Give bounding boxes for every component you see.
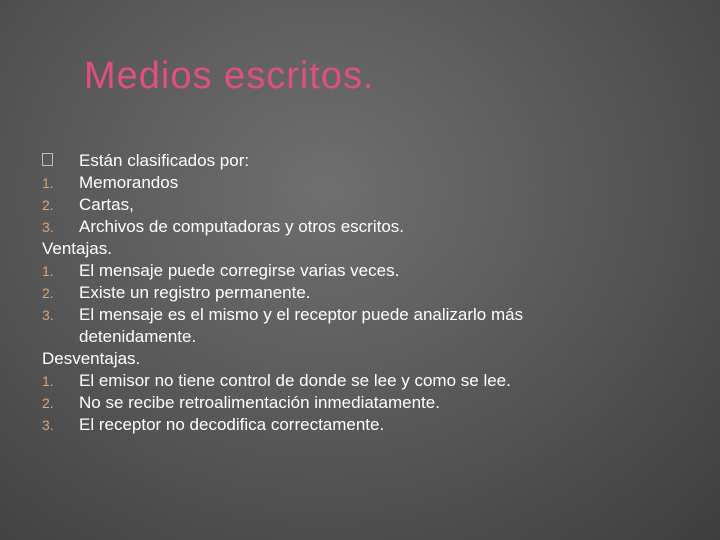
list-text-continuation: detenidamente. [79, 327, 197, 346]
slide-title: Medios escritos. [84, 55, 375, 97]
list-text: Cartas, [79, 195, 134, 214]
desventajas-heading: Desventajas. [42, 349, 141, 368]
list-text: El emisor no tiene control de donde se lee y como se lee. [79, 371, 511, 390]
list-item [42, 216, 682, 238]
list-text: El mensaje puede corregirse varias veces. [79, 261, 400, 280]
list-item [42, 304, 682, 348]
list-number: 3. [42, 219, 54, 235]
slide-content [42, 150, 682, 436]
intro-text: Están clasificados por: [79, 151, 250, 170]
list-number: 2. [42, 197, 54, 213]
list-number: 1. [42, 175, 54, 191]
list-text: El mensaje es el mismo y el receptor puede analizarlo más [79, 305, 524, 324]
list-item [42, 414, 682, 436]
list-item [42, 282, 682, 304]
bullet-box-icon [42, 153, 53, 166]
list-number: 2. [42, 285, 54, 301]
list-item [42, 172, 682, 194]
list-number: 1. [42, 263, 54, 279]
list-item [42, 392, 682, 414]
bullet-intro [42, 150, 682, 172]
ventajas-heading: Ventajas. [42, 239, 112, 258]
list-number: 3. [42, 417, 54, 433]
list-number: 1. [42, 373, 54, 389]
list-text: Existe un registro permanente. [79, 283, 311, 302]
list-item [42, 194, 682, 216]
list-item [42, 370, 682, 392]
list-text: No se recibe retroalimentación inmediatamente. [79, 393, 440, 412]
list-item [42, 260, 682, 282]
list-text: Memorandos [79, 173, 179, 192]
list-number: 3. [42, 307, 54, 323]
list-number: 2. [42, 395, 54, 411]
list-text: El receptor no decodifica correctamente. [79, 415, 385, 434]
list-text: Archivos de computadoras y otros escritos. [79, 217, 405, 236]
